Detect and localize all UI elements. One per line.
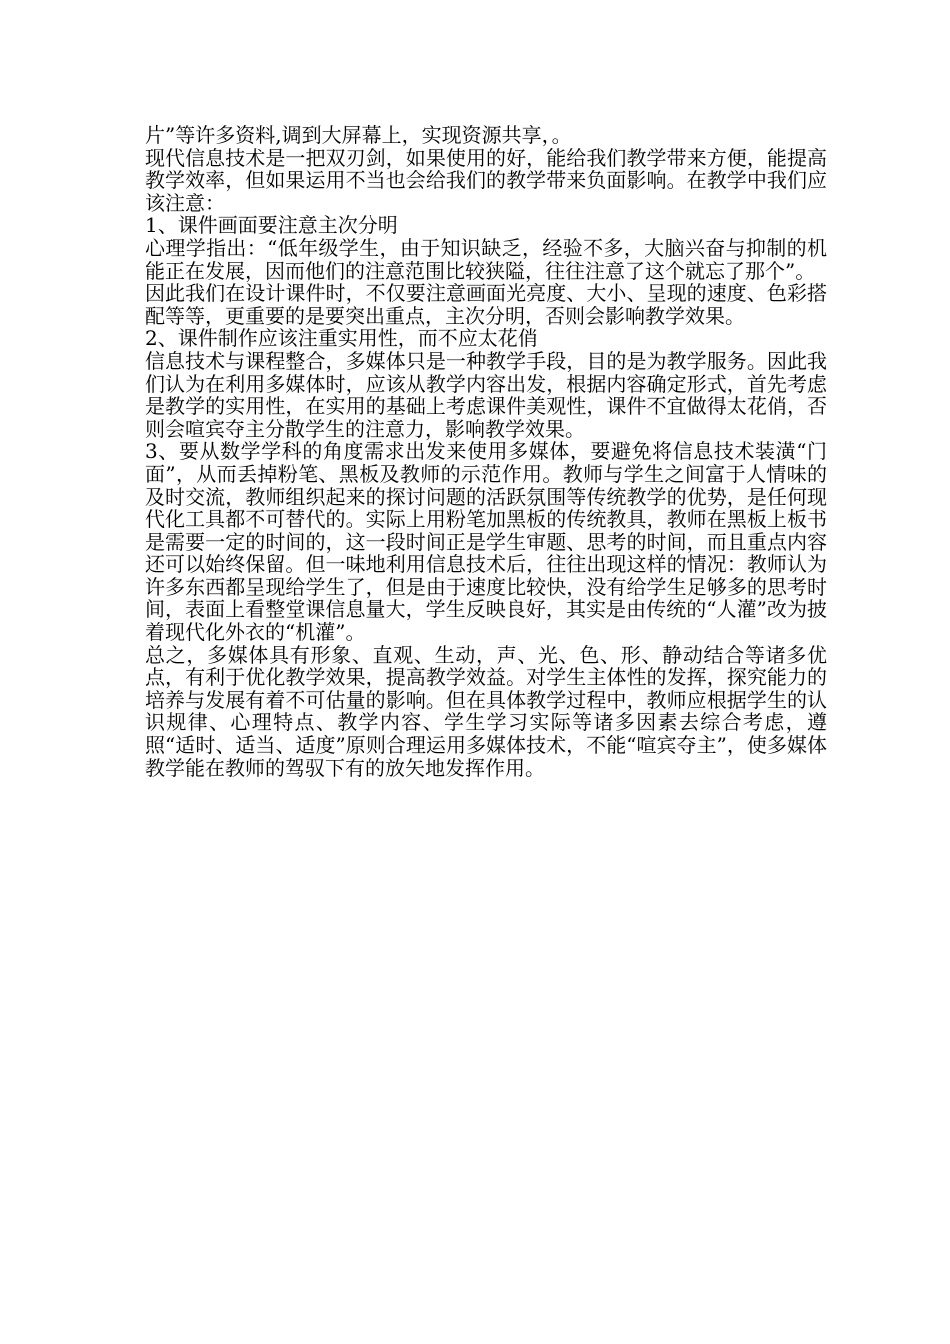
document-body (145, 124, 827, 779)
paragraph-intro: 现代信息技术是一把双刃剑，如果使用的好，能给我们教学带来方便，能提高教学效率，但如果运用不当也会给我们的教学带来负面影响。在教学中我们应该注意： (145, 145, 827, 215)
paragraph-conclusion: 总之，多媒体具有形象、直观、生动，声、光、色、形、静动结合等诸多优点，有利于优化教学效果，提高教学效益。对学生主体性的发挥，探究能力的培养与发展有着不可估量的影响。但在具体教学过程中，教师应根据学生的认识规律、心理特点、教学内容、学生学习实际等诸多因素去综合考虑，遵照“适时、适当、适度”原则合理运用多媒体技术，不能“喧宾夺主”，使多媒体教学能在教师的驾驭下有的放矢地发挥作用。 (145, 642, 827, 780)
paragraph-section-3: 3、要从数学学科的角度需求出发来使用多媒体，要避免将信息技术装潢“门面”，从而丢掉粉笔、黑板及教师的示范作用。教师与学生之间富于人情味的及时交流，教师组织起来的探讨问题的活跃氛围等传统教学的优势，是任何现代化工具都不可替代的。实际上用粉笔加黑板的传统教具，教师在黑板上板书是需要一定的时间的，这一段时间正是学生审题、思考的时间，而且重点内容还可以始终保留。但一味地利用信息技术后，往往出现这样的情况：教师认为许多东西都呈现给学生了，但是由于速度比较快，没有给学生足够多的思考时间，表面上看整堂课信息量大，学生反映良好，其实是由传统的“人灌”改为披着现代化外衣的“机灌”。 (145, 439, 827, 645)
paragraph-practicality: 信息技术与课程整合，多媒体只是一种教学手段，目的是为教学服务。因此我们认为在利用多媒体时，应该从教学内容出发，根据内容确定形式，首先考虑是教学的实用性，在实用的基础上考虑课件美观性，课件不宜做得太花俏，否则会喧宾夺主分散学生的注意力，影响教学效果。 (145, 348, 827, 441)
paragraph-psychology-quote: 心理学指出：“低年级学生，由于知识缺乏，经验不多，大脑兴奋与抑制的机能正在发展，因而他们的注意范围比较狭隘，往往注意了这个就忘了那个”。 (145, 235, 827, 283)
paragraph-design-advice: 因此我们在设计课件时，不仅要注意画面光亮度、大小、呈现的速度、色彩搭配等等，更重要的是要突出重点，主次分明，否则会影响教学效果。 (145, 281, 827, 328)
section-heading-1: 1、课件画面要注意主次分明 (145, 213, 398, 238)
paragraph-continuation: 片”等许多资料,调到大屏幕上，实现资源共享，。 (145, 123, 572, 147)
section-heading-2: 2、课件制作应该注重实用性，而不应太花俏 (145, 326, 538, 351)
